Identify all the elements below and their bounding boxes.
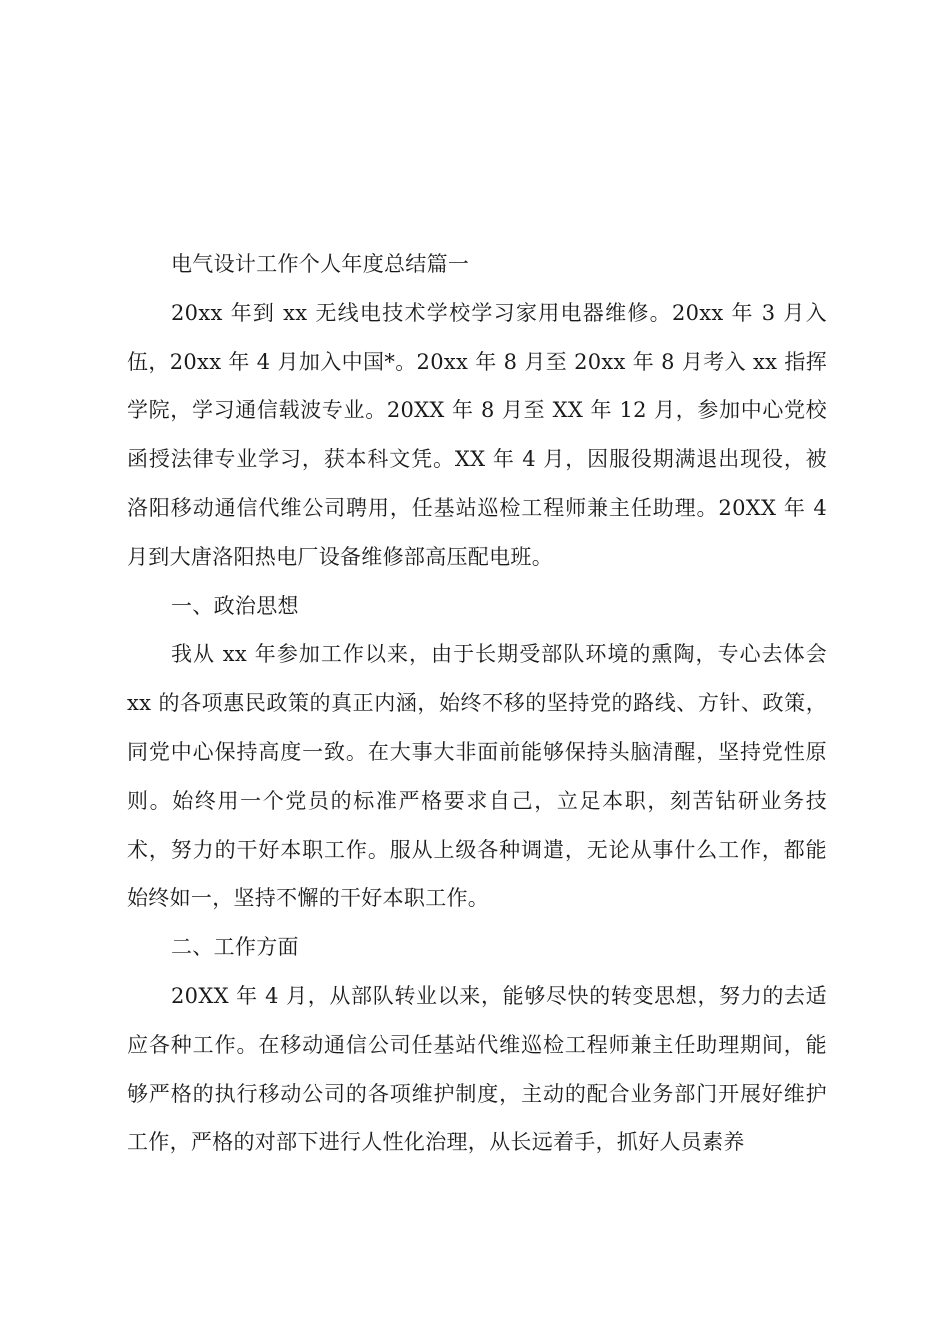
paragraph-work: 20XX 年 4 月，从部队转业以来，能够尽快的转变思想，努力的去适应各种工作。在移动通信公司任基站代维巡检工程师兼主任助理期间，能够严格的执行移动公司的各项维护制度，主动的配合业务部门开展好维护工作，严格的对部下进行人性化治理，从长远着手，抓好人员素养: [127, 983, 827, 1155]
section-heading-politics: 一、政治思想: [171, 593, 299, 618]
paragraph-intro: 20xx 年到 xx 无线电技术学校学习家用电器维修。20xx 年 3 月入伍，20xx 年 4 月加入中国*。20xx 年 8 月至 20xx 年 8 月考入 xx 指挥学院，学习通信载波专业。20XX 年 8 月至 XX 年 12 月，参加中心党校函授法律专业学习，获本科文凭。XX 年 4 月，因服役期满退出现役，被洛阳移动通信代维公司聘用，任基站巡检工程师兼主任助理。20XX 年 4 月到大唐洛阳热电厂设备维修部高压配电班。: [127, 300, 827, 569]
document-title: 电气设计工作个人年度总结篇一: [171, 252, 470, 276]
document-body: [127, 240, 827, 1167]
section-heading-work: 二、工作方面: [171, 935, 299, 960]
paragraph-politics: 我从 xx 年参加工作以来，由于长期受部队环境的熏陶，专心去体会 xx 的各项惠民政策的真正内涵，始终不移的坚持党的路线、方针、政策，同党中心保持高度一致。在大事大非面前能够保持头脑清醒，坚持党性原则。始终用一个党员的标准严格要求自己，立足本职，刻苦钻研业务技术，努力的干好本职工作。服从上级各种调遣，无论从事什么工作，都能始终如一，坚持不懈的干好本职工作。: [127, 642, 827, 911]
